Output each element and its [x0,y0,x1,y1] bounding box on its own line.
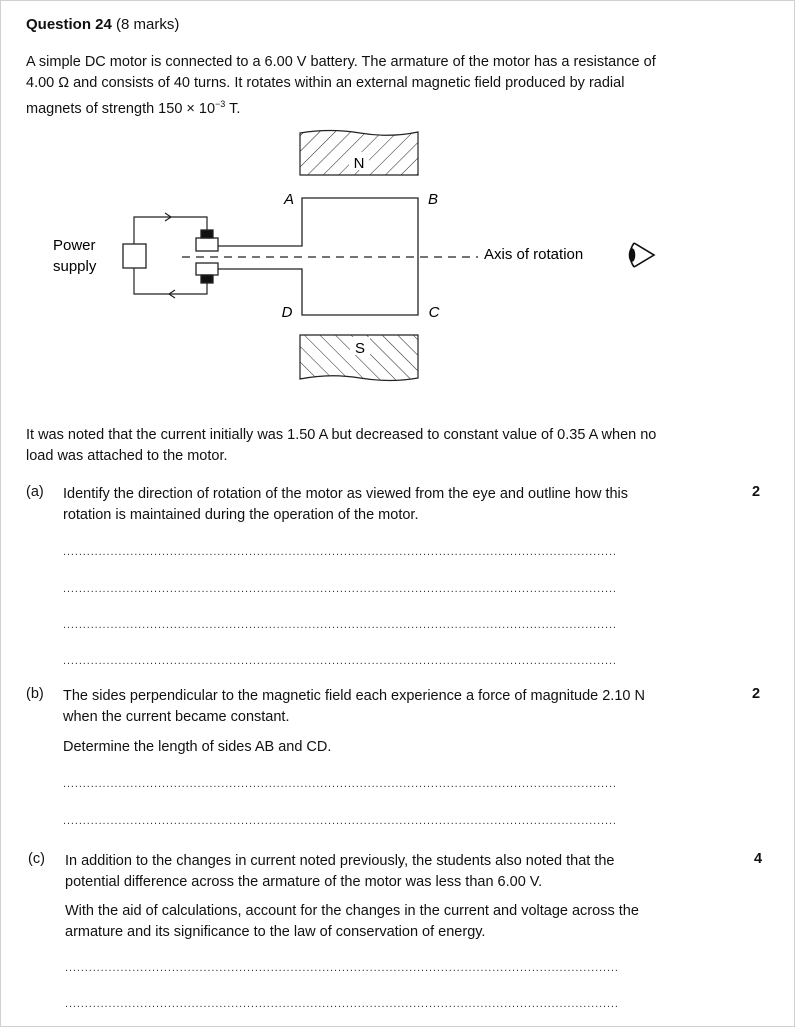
corner-b-label: B [427,191,439,208]
question-marks: (8 marks) [116,16,180,33]
corner-c-label: C [428,304,440,321]
north-label: N [353,155,365,172]
corner-a-label: A [283,191,295,208]
answer-line-a3[interactable]: ............................................................................................................................................ [63,619,617,631]
axis-label: Axis of rotation [484,246,584,263]
part-a-marks: 2 [752,484,761,500]
power-supply-box [123,244,146,268]
intro-line: 4.00 Ω and consists of 40 turns. It rotates within an external magnetic field produced by radial [26,75,625,91]
question-heading [26,16,179,33]
answer-line-c1[interactable]: ............................................................................................................................................ [65,962,619,974]
note-line: load was attached to the motor. [26,448,228,464]
part-b-label: (b) [26,686,44,702]
answer-line-b1[interactable]: ............................................................................................................................................ [63,778,617,790]
part-c-question: In addition to the changes in current noted previously, the students also noted that the potential difference across the armature of the motor was less than 6.00 V. With the aid of calculations, account for the changes in the current and voltage across the armature and its significance to the law of conservation of energy. [65,853,639,940]
corner-d-label: D [281,304,293,321]
part-b-marks: 2 [752,686,761,702]
answer-line-c2[interactable]: ............................................................................................................................................ [65,998,619,1010]
power-supply-label-2: supply [53,258,97,275]
answer-line-b2[interactable]: ............................................................................................................................................ [63,815,617,827]
south-label: S [354,340,366,357]
dc-motor-diagram [0,120,795,390]
question-number: Question 24 [26,16,112,33]
eye-icon [630,243,655,267]
note-paragraph [26,425,726,467]
note-line: It was noted that the current initially was 1.50 A but decreased to constant value of 0.35 A when no [26,427,657,443]
intro-line: magnets of strength $150 \times 10^{-3}$ T. [26,99,241,117]
north-magnet [300,131,418,176]
intro-paragraph [26,52,726,120]
power-supply-label-1: Power [53,237,96,254]
south-magnet [300,335,418,381]
answer-line-a2[interactable]: ............................................................................................................................................ [63,583,617,595]
part-a-label: (a) [26,484,44,500]
answer-line-a1[interactable]: ............................................................................................................................................ [63,546,617,558]
intro-line: A simple DC motor is connected to a 6.00 V battery. The armature of the motor has a resistance of [26,54,656,70]
part-c-marks: 4 [754,851,763,867]
part-a-question: Identify the direction of rotation of the motor as viewed from the eye and outline how this rotation is maintained during the operation of the motor. [63,486,629,523]
part-b-question: The sides perpendicular to the magnetic field each experience a force of magnitude 2.10 N when the current became constant. Determine the length of sides AB and CD. [63,688,645,755]
answer-line-a4[interactable]: ............................................................................................................................................ [63,655,617,667]
armature-coil [218,198,418,315]
part-c-label: (c) [28,851,45,867]
